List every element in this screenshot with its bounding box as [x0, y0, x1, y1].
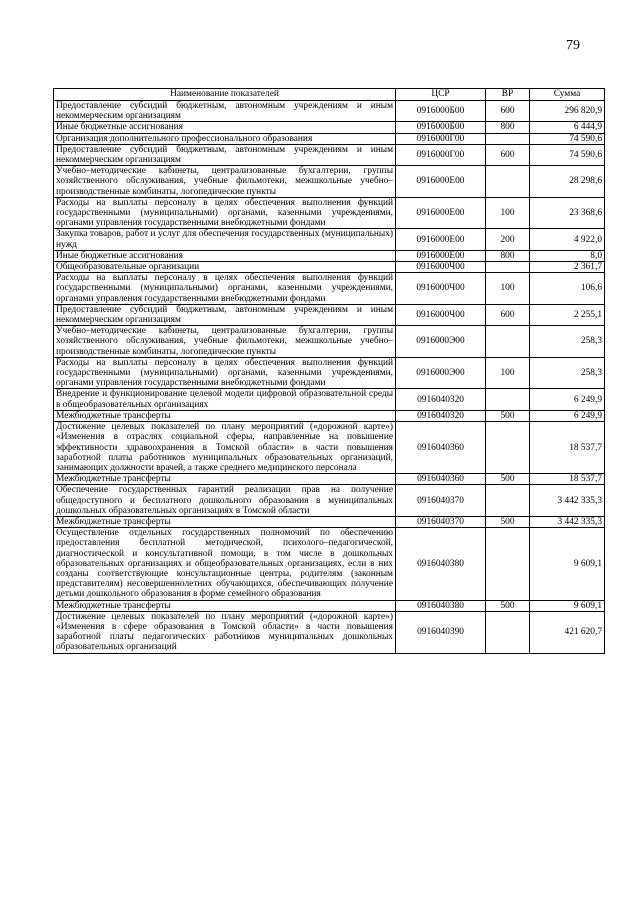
cell-name: Межбюджетные трансферты	[54, 516, 396, 527]
cell-name: Предоставление субсидий бюджетным, автономным учреждениям и иным некоммерческим организациям	[54, 101, 396, 122]
cell-csr: 0916040380	[396, 600, 486, 611]
cell-name: Расходы на выплаты персоналу в целях обеспечения выполнения функций государственными (муниципальными) органами, казенными учреждениями, органами управления государственными внебюджетными фондами	[54, 197, 396, 229]
cell-csr: 0916000Е00	[396, 197, 486, 229]
table-row	[54, 474, 605, 485]
cell-sum: 258,3	[530, 326, 605, 358]
cell-name: Осуществление отдельных государственных полномочий по обеспечению предоставления бесплатной методической, психолого–педагогической, диагностической и консультативной помощи, в том числе в дошкольных образовательных организациях и общеобразовательных организациях, если в них созданы соответствующие консультационные центры, родителям (законным представителям) несовершеннолетних обучающихся, обеспечивающих получение детьми дошкольного образования в форме семейного образования	[54, 528, 396, 600]
cell-vr: 100	[486, 273, 530, 305]
table-row	[54, 326, 605, 358]
cell-name: Иные бюджетные ассигнования	[54, 250, 396, 261]
cell-vr	[486, 133, 530, 144]
cell-vr: 100	[486, 197, 530, 229]
cell-sum: 8,0	[530, 250, 605, 261]
header-csr: ЦСР	[396, 89, 486, 101]
cell-vr	[486, 485, 530, 517]
table-row	[54, 229, 605, 250]
cell-vr	[486, 326, 530, 358]
cell-vr: 500	[486, 600, 530, 611]
cell-vr: 100	[486, 357, 530, 389]
cell-sum: 18 537,7	[530, 422, 605, 474]
cell-name: Внедрение и функционирование целевой модели цифровой образовательной среды в общеобразовательных организациях	[54, 389, 396, 410]
cell-sum: 6 249,9	[530, 389, 605, 410]
table-row	[54, 389, 605, 410]
cell-sum: 74 590,6	[530, 144, 605, 165]
table-row	[54, 122, 605, 133]
cell-csr: 0916040370	[396, 516, 486, 527]
cell-csr: 0916000Б00	[396, 101, 486, 122]
cell-name: Межбюджетные трансферты	[54, 474, 396, 485]
table-row	[54, 133, 605, 144]
cell-sum: 2 255,1	[530, 304, 605, 325]
cell-name: Достижение целевых показателей по плану мероприятий («дорожной карте») «Изменения в сфере образования в Томской области» в части повышения заработной платы педагогических работников муниципальных дошкольных образовательных организаций	[54, 611, 396, 653]
cell-name: Межбюджетные трансферты	[54, 600, 396, 611]
cell-vr: 500	[486, 410, 530, 421]
cell-csr: 0916000Ч00	[396, 262, 486, 273]
cell-csr: 0916040390	[396, 611, 486, 653]
page-number: 79	[566, 38, 580, 53]
table-row	[54, 611, 605, 653]
cell-name: Закупка товаров, работ и услуг для обеспечения государственных (муниципальных) нужд	[54, 229, 396, 250]
cell-vr: 800	[486, 250, 530, 261]
cell-vr: 800	[486, 122, 530, 133]
cell-csr: 0916000Е00	[396, 166, 486, 198]
cell-sum: 9 609,1	[530, 600, 605, 611]
table-row	[54, 273, 605, 305]
header-name: Наименование показателей	[54, 89, 396, 101]
cell-sum: 296 820,9	[530, 101, 605, 122]
cell-csr: 0916000Е00	[396, 229, 486, 250]
cell-csr: 0916000Г00	[396, 144, 486, 165]
cell-name: Расходы на выплаты персоналу в целях обеспечения выполнения функций государственными (муниципальными) органами, казенными учреждениями, органами управления государственными внебюджетными фондами	[54, 357, 396, 389]
cell-csr: 0916040380	[396, 528, 486, 600]
cell-name: Общеобразовательные организации	[54, 262, 396, 273]
cell-csr: 0916040320	[396, 410, 486, 421]
cell-vr	[486, 422, 530, 474]
table-row	[54, 101, 605, 122]
header-sum: Сумма	[530, 89, 605, 101]
cell-vr	[486, 611, 530, 653]
cell-sum: 6 249,9	[530, 410, 605, 421]
cell-vr: 600	[486, 144, 530, 165]
table-header-row	[54, 89, 605, 101]
table-row	[54, 250, 605, 261]
cell-sum: 258,3	[530, 357, 605, 389]
cell-name: Расходы на выплаты персоналу в целях обеспечения выполнения функций государственными (муниципальными) органами, казенными учреждениями, органами управления государственными внебюджетными фондами	[54, 273, 396, 305]
cell-sum: 2 361,7	[530, 262, 605, 273]
budget-table	[53, 88, 605, 654]
cell-csr: 0916040370	[396, 485, 486, 517]
cell-name: Предоставление субсидий бюджетным, автономным учреждениям и иным некоммерческим организациям	[54, 304, 396, 325]
cell-sum: 6 444,9	[530, 122, 605, 133]
cell-sum: 18 537,7	[530, 474, 605, 485]
cell-csr: 0916040360	[396, 474, 486, 485]
cell-vr: 500	[486, 516, 530, 527]
table-row	[54, 528, 605, 600]
table-row	[54, 600, 605, 611]
cell-sum: 74 590,6	[530, 133, 605, 144]
cell-name: Учебно–методические кабинеты, централизованные бухгалтерии, группы хозяйственного обслуживания, учебные фильмотеки, межшкольные учебно–производственные комбинаты, логопедические пункты	[54, 166, 396, 198]
cell-csr: 0916000Ч00	[396, 273, 486, 305]
cell-vr: 600	[486, 304, 530, 325]
cell-name: Организация дополнительного профессионального образования	[54, 133, 396, 144]
table-row	[54, 197, 605, 229]
cell-sum: 3 442 335,3	[530, 516, 605, 527]
cell-name: Предоставление субсидий бюджетным, автономным учреждениям и иным некоммерческим организациям	[54, 144, 396, 165]
cell-sum: 9 609,1	[530, 528, 605, 600]
cell-csr: 0916040320	[396, 389, 486, 410]
cell-vr: 500	[486, 474, 530, 485]
cell-name: Достижение целевых показателей по плану мероприятий («дорожной карте») «Изменения в отраслях социальной сферы, направленные на повышение эффективности здравоохранения в Томской области» в части повышения заработной платы работников муниципальных образовательных организаций, занимающих должности врачей, а также среднего медицинского персонала	[54, 422, 396, 474]
table-row	[54, 485, 605, 517]
cell-vr: 600	[486, 101, 530, 122]
cell-sum: 106,6	[530, 273, 605, 305]
table-row	[54, 516, 605, 527]
cell-csr: 0916000Е00	[396, 250, 486, 261]
table-row	[54, 357, 605, 389]
cell-csr: 0916000Э00	[396, 326, 486, 358]
cell-csr: 0916000Э00	[396, 357, 486, 389]
table-row	[54, 410, 605, 421]
cell-name: Иные бюджетные ассигнования	[54, 122, 396, 133]
header-vr: ВР	[486, 89, 530, 101]
table-row	[54, 422, 605, 474]
cell-vr	[486, 262, 530, 273]
cell-csr: 0916000Г00	[396, 133, 486, 144]
cell-vr: 200	[486, 229, 530, 250]
cell-vr	[486, 389, 530, 410]
table-row	[54, 144, 605, 165]
cell-sum: 421 620,7	[530, 611, 605, 653]
cell-name: Обеспечение государственных гарантий реализации прав на получение общедоступного и бесплатного дошкольного образования в муниципальных дошкольных образовательных организациях в Томской области	[54, 485, 396, 517]
cell-sum: 4 922,0	[530, 229, 605, 250]
cell-name: Межбюджетные трансферты	[54, 410, 396, 421]
cell-sum: 28 298,6	[530, 166, 605, 198]
cell-sum: 23 368,6	[530, 197, 605, 229]
cell-csr: 0916000Б00	[396, 122, 486, 133]
cell-sum: 3 442 335,3	[530, 485, 605, 517]
cell-name: Учебно–методические кабинеты, централизованные бухгалтерии, группы хозяйственного обслуживания, учебные фильмотеки, межшкольные учебно–производственные комбинаты, логопедические пункты	[54, 326, 396, 358]
cell-csr: 0916000Ч00	[396, 304, 486, 325]
cell-csr: 0916040360	[396, 422, 486, 474]
table-row	[54, 166, 605, 198]
cell-vr	[486, 166, 530, 198]
table-row	[54, 262, 605, 273]
cell-vr	[486, 528, 530, 600]
table-row	[54, 304, 605, 325]
